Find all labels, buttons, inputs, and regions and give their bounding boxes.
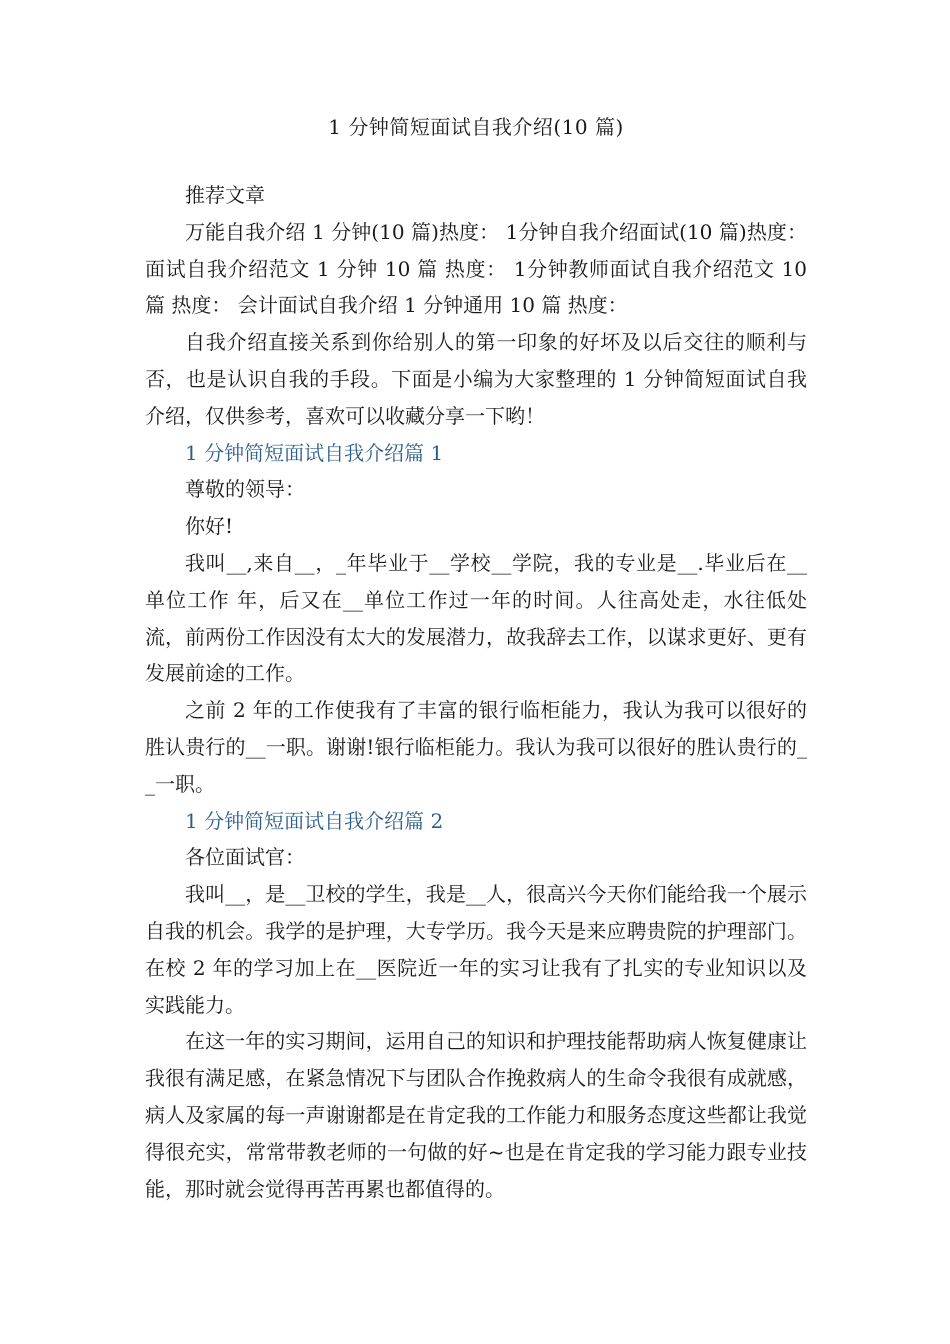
document-page: [145, 112, 807, 1207]
document-title: 1 分钟简短面试自我介绍(10 篇): [328, 115, 624, 139]
body-paragraph: 在这一年的实习期间，运用自己的知识和护理技能帮助病人恢复健康让我很有满足感，在紧急情况下与团队合作挽救病人的生命令我很有成就感，病人及家属的每一声谢谢都是在肯定我的工作能力和服务态度这些都让我觉得很充实，常常带教老师的一句做的好~也是在肯定我的学习能力跟专业技能，那时就会觉得再苦再累也都值得的。: [145, 1029, 807, 1201]
recommend-label: 推荐文章: [185, 183, 265, 207]
section-heading-1: 1 分钟简短面试自我介绍篇 1: [185, 440, 444, 465]
intro-paragraph: 自我介绍直接关系到你给别人的第一印象的好坏及以后交往的顺利与否，也是认识自我的手段。下面是小编为大家整理的 1 分钟简短面试自我介绍，仅供参考，喜欢可以收藏分享一下哟！: [145, 330, 807, 428]
salutation-1: 尊敬的领导：: [185, 477, 305, 502]
section-heading-2: 1 分钟简短面试自我介绍篇 2: [185, 808, 444, 833]
salutation-2: 各位面试官：: [185, 845, 305, 870]
recommend-list: 万能自我介绍 1 分钟(10 篇)热度： 1分钟自我介绍面试(10 篇)热度： 面试自我介绍范文 1 分钟 10 篇 热度： 1分钟教师面试自我介绍范文 10 篇 热度： 会计面试自我介绍 1 分钟通用 10 篇 热度：: [145, 219, 807, 318]
greeting-1: 你好!: [185, 514, 234, 539]
body-paragraph: 我叫__,来自__，_年毕业于__学校__学院，我的专业是__.毕业后在__单位工作 年，后又在__单位工作过一年的时间。人往高处走，水往低处流，前两份工作因没有太大的发展潜力，故我辞去工作，以谋求更好、更有发展前途的工作。: [145, 550, 807, 686]
body-paragraph: 之前 2 年的工作使我有了丰富的银行临柜能力，我认为我可以很好的胜认贵行的__一职。谢谢!银行临柜能力。我认为我可以很好的胜认贵行的__一职。: [145, 698, 807, 796]
body-paragraph: 我叫__，是__卫校的学生，我是__人，很高兴今天你们能给我一个展示自我的机会。我学的是护理，大专学历。我今天是来应聘贵院的护理部门。在校 2 年的学习加上在__医院近一年的实习让我有了扎实的专业知识以及实践能力。: [145, 882, 807, 1017]
